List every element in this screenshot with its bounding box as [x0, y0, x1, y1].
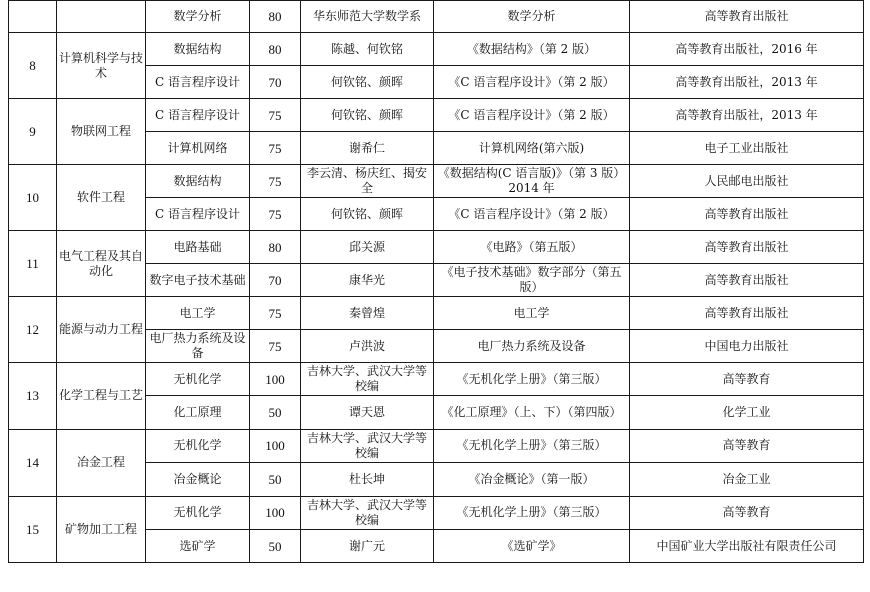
author-cell: 吉林大学、武汉大学等校编 — [301, 496, 434, 529]
row-number-cell: 14 — [9, 429, 57, 496]
textbook-cell: 电厂热力系统及设备 — [434, 330, 630, 363]
textbook-cell: 计算机网络(第六版) — [434, 132, 630, 165]
textbook-cell: 《无机化学上册》（第三版） — [434, 363, 630, 396]
author-cell: 何钦铭、颜晖 — [301, 198, 434, 231]
author-cell: 卢洪波 — [301, 330, 434, 363]
publisher-cell: 电子工业出版社 — [630, 132, 864, 165]
course-cell: C 语言程序设计 — [146, 99, 250, 132]
author-cell: 何钦铭、颜晖 — [301, 66, 434, 99]
hours-cell: 80 — [250, 1, 301, 33]
publisher-cell: 高等教育出版社，2013 年 — [630, 99, 864, 132]
row-number-cell: 9 — [9, 99, 57, 165]
hours-cell: 70 — [250, 66, 301, 99]
major-cell: 计算机科学与技术 — [57, 33, 146, 99]
author-cell: 吉林大学、武汉大学等校编 — [301, 429, 434, 462]
hours-cell: 75 — [250, 99, 301, 132]
hours-cell: 100 — [250, 496, 301, 529]
textbook-cell: 《C 语言程序设计》（第 2 版） — [434, 198, 630, 231]
table-row — [9, 99, 864, 132]
publisher-cell: 人民邮电出版社 — [630, 165, 864, 198]
textbook-cell: 《无机化学上册》（第三版） — [434, 496, 630, 529]
major-cell: 冶金工程 — [57, 429, 146, 496]
course-cell: 选矿学 — [146, 529, 250, 562]
hours-cell: 50 — [250, 396, 301, 429]
author-cell: 陈越、何钦铭 — [301, 33, 434, 66]
hours-cell: 75 — [250, 165, 301, 198]
course-cell: 无机化学 — [146, 363, 250, 396]
textbook-cell: 数学分析 — [434, 1, 630, 33]
course-cell: 冶金概论 — [146, 463, 250, 496]
author-cell: 谢广元 — [301, 529, 434, 562]
course-cell: C 语言程序设计 — [146, 66, 250, 99]
hours-cell: 100 — [250, 363, 301, 396]
major-cell: 能源与动力工程 — [57, 297, 146, 363]
major-cell: 矿物加工工程 — [57, 496, 146, 563]
textbook-cell: 《数据结构(C 语言版)》（第 3 版）2014 年 — [434, 165, 630, 198]
course-cell: C 语言程序设计 — [146, 198, 250, 231]
row-number-cell: 10 — [9, 165, 57, 231]
hours-cell: 50 — [250, 529, 301, 562]
major-cell: 化学工程与工艺 — [57, 363, 146, 430]
hours-cell: 75 — [250, 297, 301, 330]
course-cell: 化工原理 — [146, 396, 250, 429]
author-cell: 邱关源 — [301, 231, 434, 264]
course-cell: 数学分析 — [146, 1, 250, 33]
textbook-cell: 《C 语言程序设计》（第 2 版） — [434, 99, 630, 132]
row-number-cell: 12 — [9, 297, 57, 363]
hours-cell: 50 — [250, 463, 301, 496]
textbook-table-page — [8, 0, 864, 592]
publisher-cell: 高等教育 — [630, 363, 864, 396]
publisher-cell: 高等教育出版社 — [630, 198, 864, 231]
course-cell: 电工学 — [146, 297, 250, 330]
textbook-cell: 《无机化学上册》（第三版） — [434, 429, 630, 462]
table-row — [9, 297, 864, 330]
textbook-cell: 《冶金概论》（第一版） — [434, 463, 630, 496]
major-cell: 物联网工程 — [57, 99, 146, 165]
major-cell: 软件工程 — [57, 165, 146, 231]
course-cell: 数字电子技术基础 — [146, 264, 250, 297]
publisher-cell: 化学工业 — [630, 396, 864, 429]
course-cell: 数据结构 — [146, 165, 250, 198]
table-row — [9, 231, 864, 264]
author-cell: 谭天恩 — [301, 396, 434, 429]
author-cell: 谢希仁 — [301, 132, 434, 165]
publisher-cell: 高等教育 — [630, 496, 864, 529]
course-cell: 数据结构 — [146, 33, 250, 66]
row-number-cell: 11 — [9, 231, 57, 297]
course-cell: 计算机网络 — [146, 132, 250, 165]
major-cell: 电气工程及其自动化 — [57, 231, 146, 297]
textbook-cell: 《化工原理》（上、下）（第四版） — [434, 396, 630, 429]
table-row — [9, 1, 864, 33]
publisher-cell: 高等教育出版社 — [630, 231, 864, 264]
table-row — [9, 33, 864, 66]
publisher-cell: 高等教育出版社 — [630, 1, 864, 33]
course-cell: 无机化学 — [146, 429, 250, 462]
textbook-cell: 《电子技术基础》数字部分（第五版） — [434, 264, 630, 297]
hours-cell: 100 — [250, 429, 301, 462]
course-cell: 无机化学 — [146, 496, 250, 529]
textbook-cell: 《C 语言程序设计》（第 2 版） — [434, 66, 630, 99]
publisher-cell: 高等教育出版社 — [630, 264, 864, 297]
major-cell — [57, 1, 146, 33]
table-row — [9, 363, 864, 396]
publisher-cell: 高等教育出版社 — [630, 297, 864, 330]
publisher-cell: 高等教育 — [630, 429, 864, 462]
course-cell: 电厂热力系统及设备 — [146, 330, 250, 363]
textbook-cell: 电工学 — [434, 297, 630, 330]
hours-cell: 75 — [250, 330, 301, 363]
publisher-cell: 高等教育出版社，2016 年 — [630, 33, 864, 66]
author-cell: 秦曾煌 — [301, 297, 434, 330]
textbook-table — [8, 0, 864, 563]
textbook-cell: 《选矿学》 — [434, 529, 630, 562]
publisher-cell: 中国电力出版社 — [630, 330, 864, 363]
publisher-cell: 冶金工业 — [630, 463, 864, 496]
hours-cell: 80 — [250, 231, 301, 264]
author-cell: 康华光 — [301, 264, 434, 297]
author-cell: 何钦铭、颜晖 — [301, 99, 434, 132]
table-row — [9, 429, 864, 462]
textbook-cell: 《电路》（第五版） — [434, 231, 630, 264]
hours-cell: 75 — [250, 132, 301, 165]
publisher-cell: 高等教育出版社，2013 年 — [630, 66, 864, 99]
hours-cell: 70 — [250, 264, 301, 297]
publisher-cell: 中国矿业大学出版社有限责任公司 — [630, 529, 864, 562]
row-number-cell: 13 — [9, 363, 57, 430]
textbook-cell: 《数据结构》（第 2 版） — [434, 33, 630, 66]
author-cell: 李云清、杨庆红、揭安全 — [301, 165, 434, 198]
author-cell: 吉林大学、武汉大学等校编 — [301, 363, 434, 396]
hours-cell: 75 — [250, 198, 301, 231]
row-number-cell — [9, 1, 57, 33]
course-cell: 电路基础 — [146, 231, 250, 264]
author-cell: 华东师范大学数学系 — [301, 1, 434, 33]
table-row — [9, 165, 864, 198]
table-row — [9, 496, 864, 529]
hours-cell: 80 — [250, 33, 301, 66]
row-number-cell: 8 — [9, 33, 57, 99]
row-number-cell: 15 — [9, 496, 57, 563]
author-cell: 杜长坤 — [301, 463, 434, 496]
